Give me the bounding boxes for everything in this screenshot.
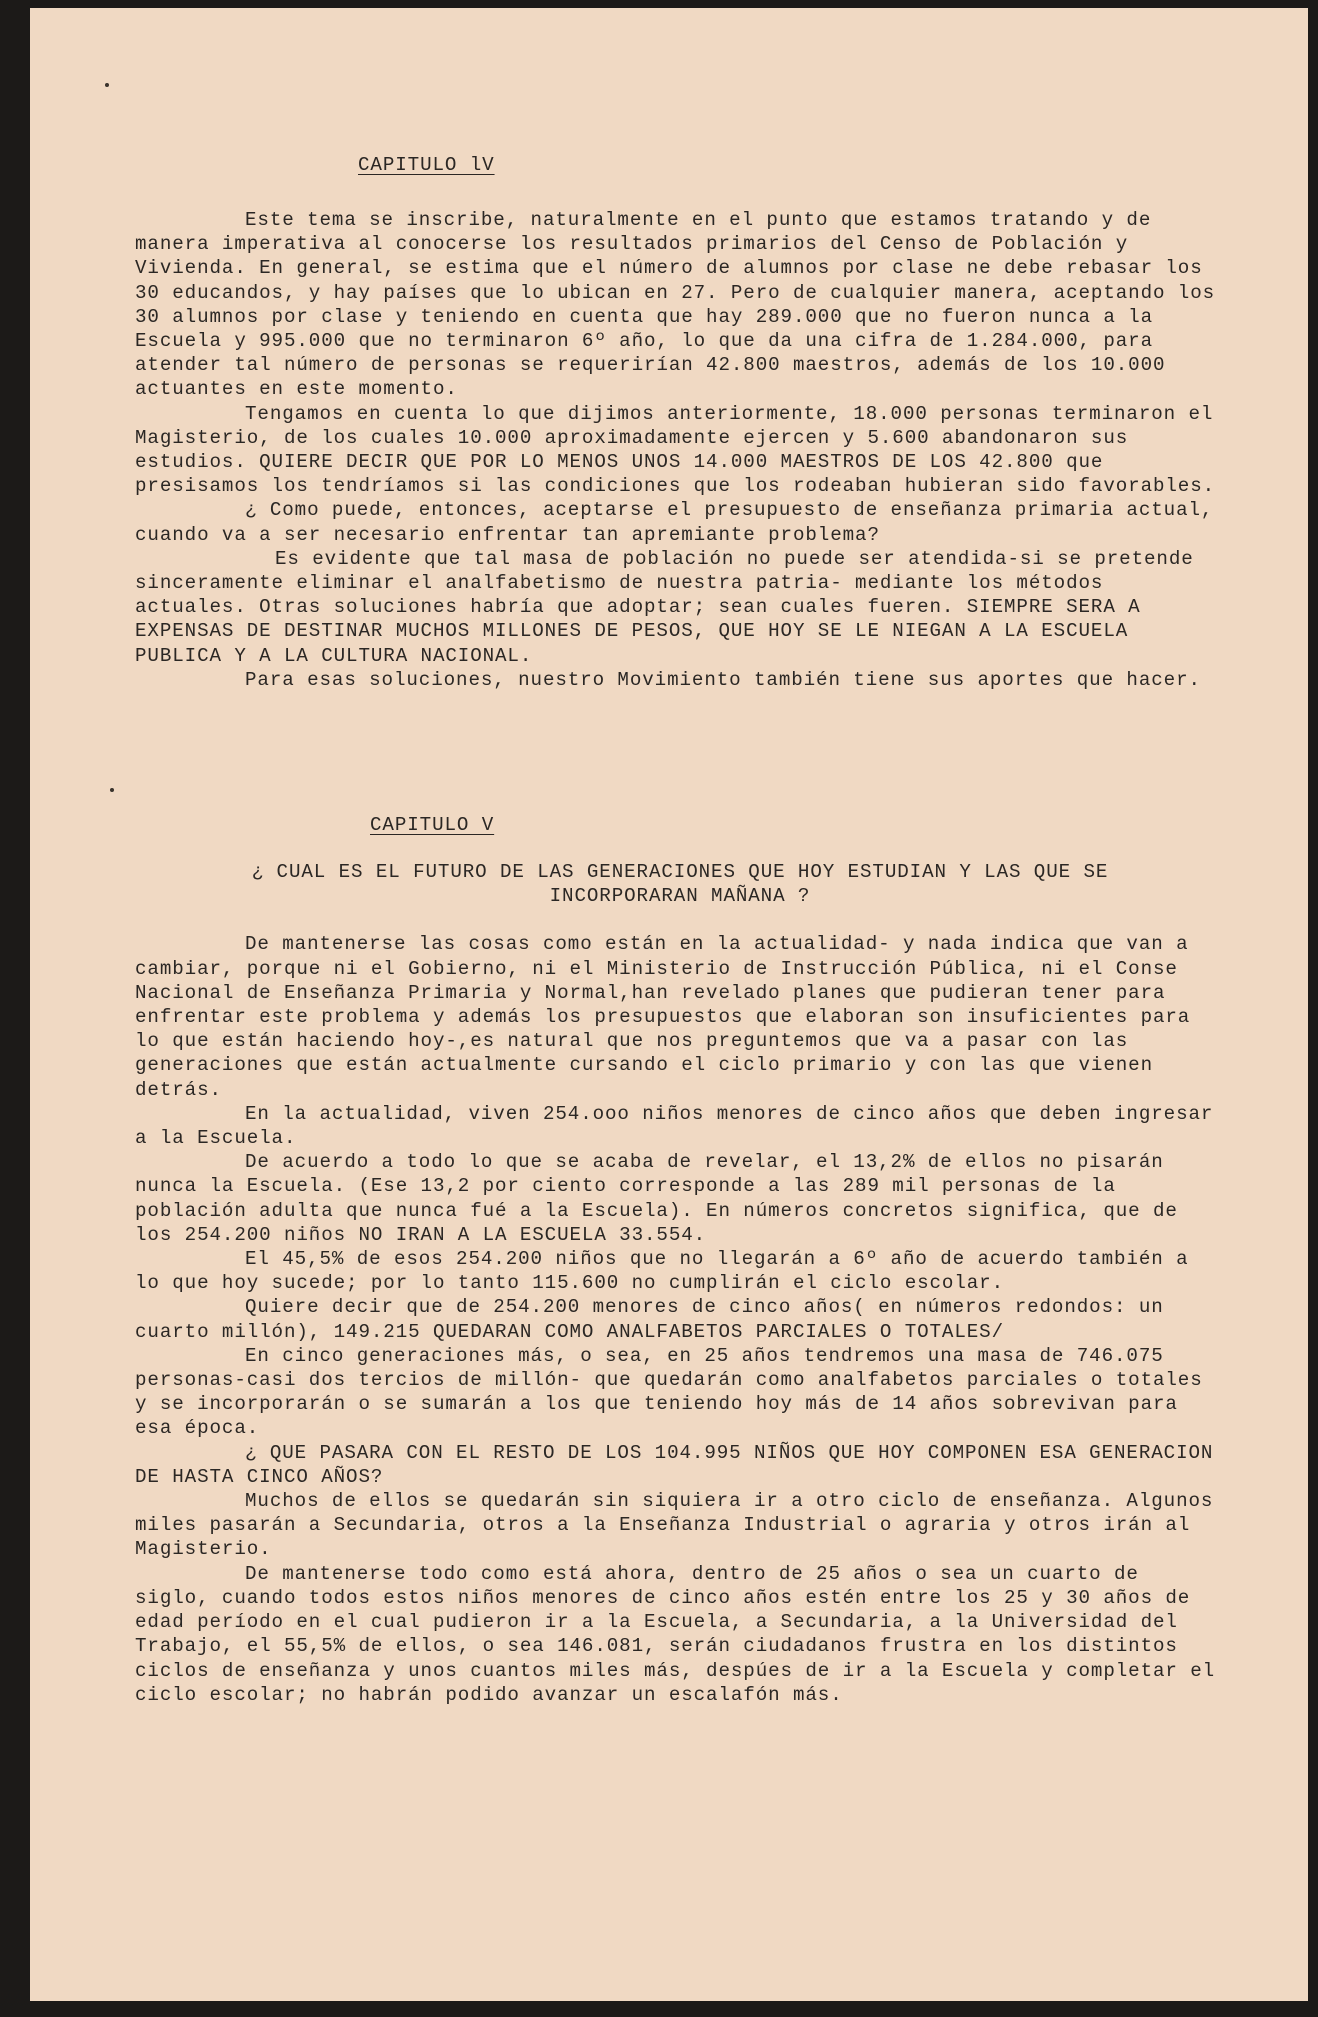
chapter-4-paragraph: Para esas soluciones, nuestro Movimiento también tiene sus aportes que hacer. (245, 668, 1201, 691)
paper-speck (110, 788, 114, 792)
chapter-5-paragraph: De mantenerse las cosas como están en la actualidad- y nada indica que van a cambiar, porque ni el Gobierno, ni el Ministerio de Instrucción Pública, ni el Conse Nacional de Enseñanza Primaria y Normal,han revelado planes que pudieran tener para enfrentar este problema y además los presupuestos que elaboran son insuficientes para lo que están haciendo hoy-,es natural que nos preguntemos que va a pasar con las generaciones que están actualmente cursando el ciclo primario y con las que vienen detrás. (135, 933, 1191, 1101)
chapter-5-paragraph: El 45,5% de esos 254.200 niños que no llegarán a 6º año de acuerdo también a lo que hoy sucede; por lo tanto 115.600 no cumplirán el ciclo escolar. (135, 1248, 1189, 1295)
chapter-4-paragraph: Tengamos en cuenta lo que dijimos anteriormente, 18.000 personas terminaron el Magisterio, de los cuales 10.000 aproximadamente ejercen y 5.600 abandonaron sus estudios. QUIERE DECIR QUE POR LO MENOS UNOS 14.000 MAESTROS DE LOS 42.800 que presisamos los tendríamos si las condiciones que los rodeaban hubieran sido favorables. (135, 402, 1216, 498)
chapter-5-heading: CAPITULO V (370, 814, 495, 836)
document-page (30, 8, 1308, 2001)
chapter-5-paragraph: ¿ QUE PASARA CON EL RESTO DE LOS 104.995 NIÑOS QUE HOY COMPONEN ESA GENERACION DE HASTA CINCO AÑOS? (135, 1441, 1214, 1488)
chapter-5-question: ¿ CUAL ES EL FUTURO DE LAS GENERACIONES QUE HOY ESTUDIAN Y LAS QUE SE INCORPORARAN MAÑANA ? (251, 861, 1109, 908)
chapter-4-paragraph: Es evidente que tal masa de población no puede ser atendida-si se pretende sinceramente eliminar el analfabetismo de nuestra patria- mediante los métodos actuales. Otras soluciones habría que adoptar; sean cuales fueren. SIEMPRE SERA A EXPENSAS DE DESTINAR MUCHOS MILLONES DE PESOS, QUE HOY SE LE NIEGAN A LA ESCUELA PUBLICA Y A LA CULTURA NACIONAL. (135, 547, 1194, 667)
chapter-4-paragraph: Este tema se inscribe, naturalmente en el punto que estamos tratando y de manera imperativa al conocerse los resultados primarios del Censo de Población y Vivienda. En general, se estima que el número de alumnos por clase ne debe rebasar los 30 educandos, y hay países que lo ubican en 27. Pero de cualquier manera, aceptando los 30 alumnos por clase y teniendo en cuenta que hay 289.000 que no fueron nunca a la Escuela y 995.000 que no terminaron 6º año, lo que da una cifra de 1.284.000, para atender tal número de personas se requerirían 42.800 maestros, además de los 10.000 actuantes en este momento. (135, 209, 1216, 401)
chapter-5-paragraph: En la actualidad, viven 254.ooo niños menores de cinco años que deben ingresar a la Escuela. (135, 1102, 1214, 1150)
paper-speck (105, 83, 109, 87)
chapter-5-paragraph: En cinco generaciones más, o sea, en 25 años tendremos una masa de 746.075 personas-casi dos tercios de millón- que quedarán como analfabetos parciales o totales y se incorporarán o se sumarán a los que teniendo hoy más de 14 años sobrevivan para esa época. (135, 1344, 1203, 1440)
chapter-5-paragraph: Muchos de ellos se quedarán sin siquiera ir a otro ciclo de enseñanza. Algunos miles pasarán a Secundaria, otros a la Enseñanza Industrial o agraria y otros irán al Magisterio. (135, 1490, 1214, 1561)
chapter-4-body (135, 208, 1225, 692)
chapter-4-paragraph: ¿ Como puede, entonces, aceptarse el presupuesto de enseñanza primaria actual, cuando va a ser necesario enfrentar tan apremiante problema? (135, 499, 1214, 546)
chapter-5-paragraph: De acuerdo a todo lo que se acaba de revelar, el 13,2% de ellos no pisarán nunca la Escuela. (Ese 13,2 por ciento corresponde a las 289 mil personas de la población adulta que nunca fué a la Escuela). En números concretos significa, que de los 254.200 niños NO IRAN A LA ESCUELA 33.554. (135, 1151, 1178, 1246)
chapter-5-body (135, 860, 1225, 1707)
chapter-5-paragraph: De mantenerse todo como está ahora, dentro de 25 años o sea un cuarto de siglo, cuando todos estos niños menores de cinco años estén entre los 25 y 30 años de edad período en el cual pudieron ir a la Escuela, a Secundaria, a la Universidad del Trabajo, el 55,5% de ellos, o sea 146.081, serán ciudadanos frustra en los distintos ciclos de enseñanza y unos cuantos miles más, despúes de ir a la Escuela y completar el ciclo escolar; no habrán podido avanzar un escalafón más. (135, 1562, 1216, 1706)
chapter-5-paragraph: Quiere decir que de 254.200 menores de cinco años( en números redondos: un cuarto millón), 149.215 QUEDARAN COMO ANALFABETOS PARCIALES O TOTALES/ (135, 1296, 1164, 1343)
chapter-4-heading: CAPITULO lV (358, 154, 495, 176)
